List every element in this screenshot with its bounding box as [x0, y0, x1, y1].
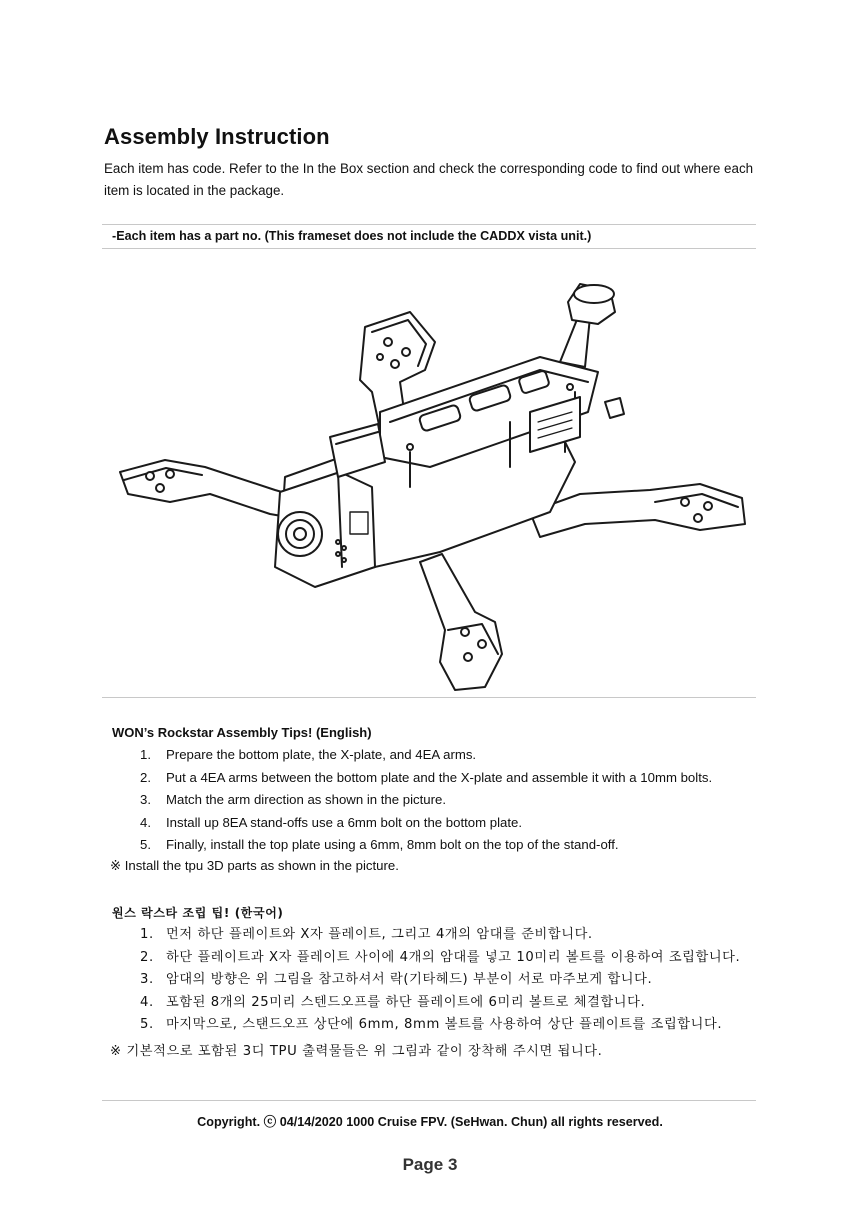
list-item: 4. Install up 8EA stand-offs use a 6mm bolt on the bottom plate.	[140, 814, 523, 830]
english-tips-heading: WON’s Rockstar Assembly Tips! (English)	[112, 725, 372, 740]
list-item: 5. Finally, install the top plate using a 6mm, 8mm bolt on the top of the stand-off.	[140, 837, 619, 853]
list-item: 5. 마지막으로, 스탠드오프 상단에 6mm, 8mm 볼트를 사용하여 상단 플레이트를 조립합니다.	[140, 1017, 723, 1033]
list-item: 2. 하단 플레이트과 X자 플레이트 사이에 4개의 암대를 넣고 10미리 볼트를 이용하여 조립합니다.	[140, 949, 741, 965]
copyright-notice: Copyright. ⓒ 04/14/2020 1000 Cruise FPV. (SeHwan. Chun) all rights reserved.	[197, 1115, 663, 1129]
divider-footer	[102, 1100, 756, 1101]
list-item: 1. Prepare the bottom plate, the X-plate, and 4EA arms.	[140, 747, 477, 762]
divider-note	[102, 248, 756, 249]
intro-paragraph: Each item has code. Refer to the In the Box section and check the corresponding code to find out where each item is located in the package.	[104, 161, 754, 198]
korean-steps-list	[140, 924, 740, 1037]
list-item: 4. 포함된 8개의 25미리 스텐드오프를 하단 플레이트에 6미리 볼트로 체결합니다.	[140, 994, 646, 1010]
korean-tips-heading: 원스 락스타 조립 팁! (한국어)	[112, 906, 284, 920]
divider-top	[102, 224, 756, 225]
list-item: 3. 암대의 방향은 위 그림을 참고하셔서 락(기타헤드) 부분이 서로 마주보게 합니다.	[140, 972, 653, 988]
divider-figure	[102, 697, 756, 698]
english-remark: ※ Install the tpu 3D parts as shown in the picture.	[110, 858, 399, 873]
page-title: Assembly Instruction	[104, 124, 330, 149]
part-number-note: -Each item has a part no. (This frameset does not include the CADDX vista unit.)	[112, 229, 592, 243]
list-item: 1. 먼저 하단 플레이트와 X자 플레이트, 그리고 4개의 암대를 준비합니다.	[140, 927, 593, 942]
drone-frame-illustration	[110, 262, 760, 694]
page-number: Page 3	[402, 1155, 458, 1174]
korean-remark: ※ 기본적으로 포함된 3디 TPU 출력물들은 위 그림과 같이 장착해 주시면 됩니다.	[110, 1044, 603, 1059]
english-steps-list	[140, 744, 712, 857]
list-item: 2. Put a 4EA arms between the bottom plate and the X-plate and assemble it with a 10mm bolts.	[140, 769, 713, 785]
list-item: 3. Match the arm direction as shown in the picture.	[140, 792, 447, 808]
